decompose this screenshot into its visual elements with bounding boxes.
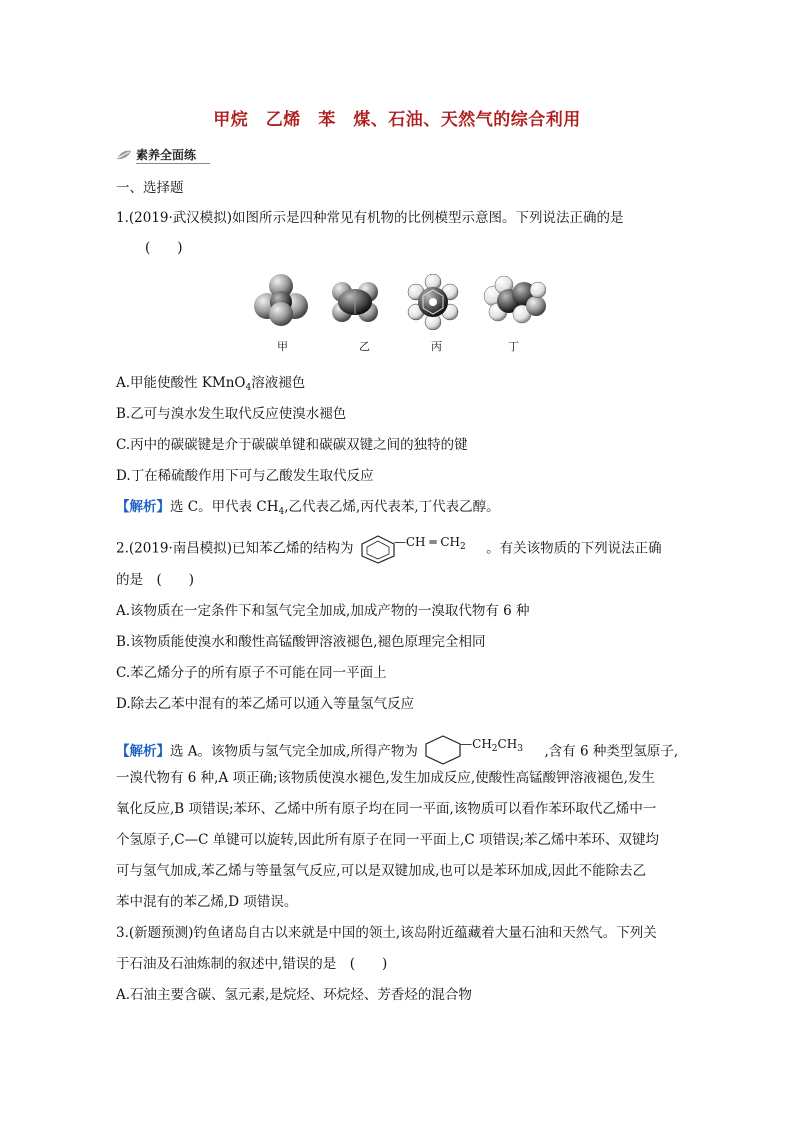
q1-answer-bracket: ( ) xyxy=(145,240,183,256)
q3-option-a: A.石油主要含碳、氢元素,是烷烃、环烷烃、芳香烃的混合物 xyxy=(116,987,472,1003)
ethyl-group: $—CH_2CH_3$ xyxy=(460,737,523,754)
q2-stem xyxy=(116,534,662,564)
q2-option-c: C.苯乙烯分子的所有原子不可能在同一平面上 xyxy=(116,665,387,681)
q2-analysis-line: 可与氢气加成,苯乙烯与等量氢气反应,可以是双键加成,也可以是苯环加成,因此不能除去乙 xyxy=(116,863,647,879)
q1-analysis-text: 选 C。甲代表 CH xyxy=(170,499,279,515)
ethyl-formula-ch2: CH xyxy=(497,737,518,751)
q2-analysis-text: 选 A。该物质与氢气完全加成,所得产物为 xyxy=(170,743,418,760)
molecule-label-bing: 丙 xyxy=(431,340,442,353)
q2-stem-line2: 的是 ( ) xyxy=(116,572,195,588)
styrene-formula-text: CH ═ CH xyxy=(405,535,461,549)
q1-option-a xyxy=(116,373,305,398)
q2-option-a: A.该物质在一定条件下和氢气完全加成,加成产物的一溴取代物有 6 种 xyxy=(116,603,530,619)
q2-analysis-tail: ,含有 6 种类型氢原子, xyxy=(544,743,679,760)
q1-option-a-text: A.甲能使酸性 KMnO xyxy=(116,375,246,391)
q2-analysis-line: 苯中混有的苯乙烯,D 项错误。 xyxy=(116,894,298,910)
ethylene-model xyxy=(330,280,380,324)
ethyl-formula-ch: CH xyxy=(472,737,492,751)
q3-stem: 3.(新题预测)钓鱼诸岛自古以来就是中国的领土,该岛附近蕴藏着大量石油和天然气。下列关 xyxy=(116,925,657,941)
q1-option-a-tail: 溶液褪色 xyxy=(251,375,306,391)
styrene-structure xyxy=(358,534,482,564)
q2-analysis-tag: 【解析】 xyxy=(116,743,170,760)
styrene-formula-subscript: 2 xyxy=(460,542,466,552)
molecule-models-figure xyxy=(250,272,560,332)
ethanol-model xyxy=(482,276,546,328)
q1-analysis xyxy=(116,497,500,522)
q1-analysis-subscript: 4 xyxy=(278,507,285,517)
q1-analysis-tag: 【解析】 xyxy=(116,499,170,515)
ethylcyclohexane-structure xyxy=(422,736,540,768)
q3-stem-line2: 于石油及石油炼制的叙述中,错误的是 ( ) xyxy=(116,956,388,972)
ethyl-formula-sub1: 2 xyxy=(491,744,498,754)
q2-analysis-line: 个氢原子,C—C 单键可以旋转,因此所有原子在同一平面上,C 项错误;苯乙烯中苯环、双键均 xyxy=(116,832,659,848)
section-tag xyxy=(116,146,210,164)
q1-option-a-subscript: 4 xyxy=(245,383,252,393)
q2-stem-tail: 。有关该物质的下列说法正确 xyxy=(486,540,662,557)
q2-analysis-line: 一溴代物有 6 种,A 项正确;该物质使溴水褪色,发生加成反应,使酸性高锰酸钾溶液褪色,发生 xyxy=(116,770,655,786)
styrene-side-chain: —CH ═ $CH_2$ xyxy=(393,535,466,552)
ethyl-formula-sub2: 3 xyxy=(517,744,523,754)
q2-option-b: B.该物质能使溴水和酸性高锰酸钾溶液褪色,褪色原理完全相同 xyxy=(116,634,486,650)
q1-option-d: D.丁在稀硫酸作用下可与乙酸发生取代反应 xyxy=(116,468,374,484)
q1-stem: 1.(2019·武汉模拟)如图所示是四种常见有机物的比例模型示意图。下列说法正确的是 xyxy=(116,210,624,226)
q1-analysis-tail: ,乙代表乙烯,丙代表苯,丁代表乙醇。 xyxy=(284,499,500,515)
leaf-icon xyxy=(116,149,132,161)
page-title: 甲烷 乙烯 苯 煤、石油、天然气的综合利用 xyxy=(213,110,581,130)
methane-model xyxy=(250,272,312,328)
cyclohexane-ring-icon xyxy=(422,734,464,766)
molecule-label-jia: 甲 xyxy=(277,340,288,353)
section-heading: 一、选择题 xyxy=(116,180,184,196)
benzene-model xyxy=(405,274,461,330)
benzene-ring-icon xyxy=(358,534,398,564)
q1-option-b: B.乙可与溴水发生取代反应使溴水褪色 xyxy=(116,406,347,422)
molecule-label-yi: 乙 xyxy=(359,340,370,353)
q1-option-c: C.丙中的碳碳键是介于碳碳单键和碳碳双键之间的独特的键 xyxy=(116,437,468,453)
q2-option-d: D.除去乙苯中混有的苯乙烯可以通入等量氢气反应 xyxy=(116,696,415,712)
q2-analysis-first-line xyxy=(116,736,678,768)
q2-analysis-line: 氧化反应,B 项错误;苯环、乙烯中所有原子均在同一平面,该物质可以看作苯环取代乙烯中一 xyxy=(116,801,657,817)
section-tag-label: 素养全面练 xyxy=(136,146,210,164)
molecule-label-ding: 丁 xyxy=(508,340,519,353)
q2-stem-text: 2.(2019·南昌模拟)已知苯乙烯的结构为 xyxy=(116,540,354,557)
